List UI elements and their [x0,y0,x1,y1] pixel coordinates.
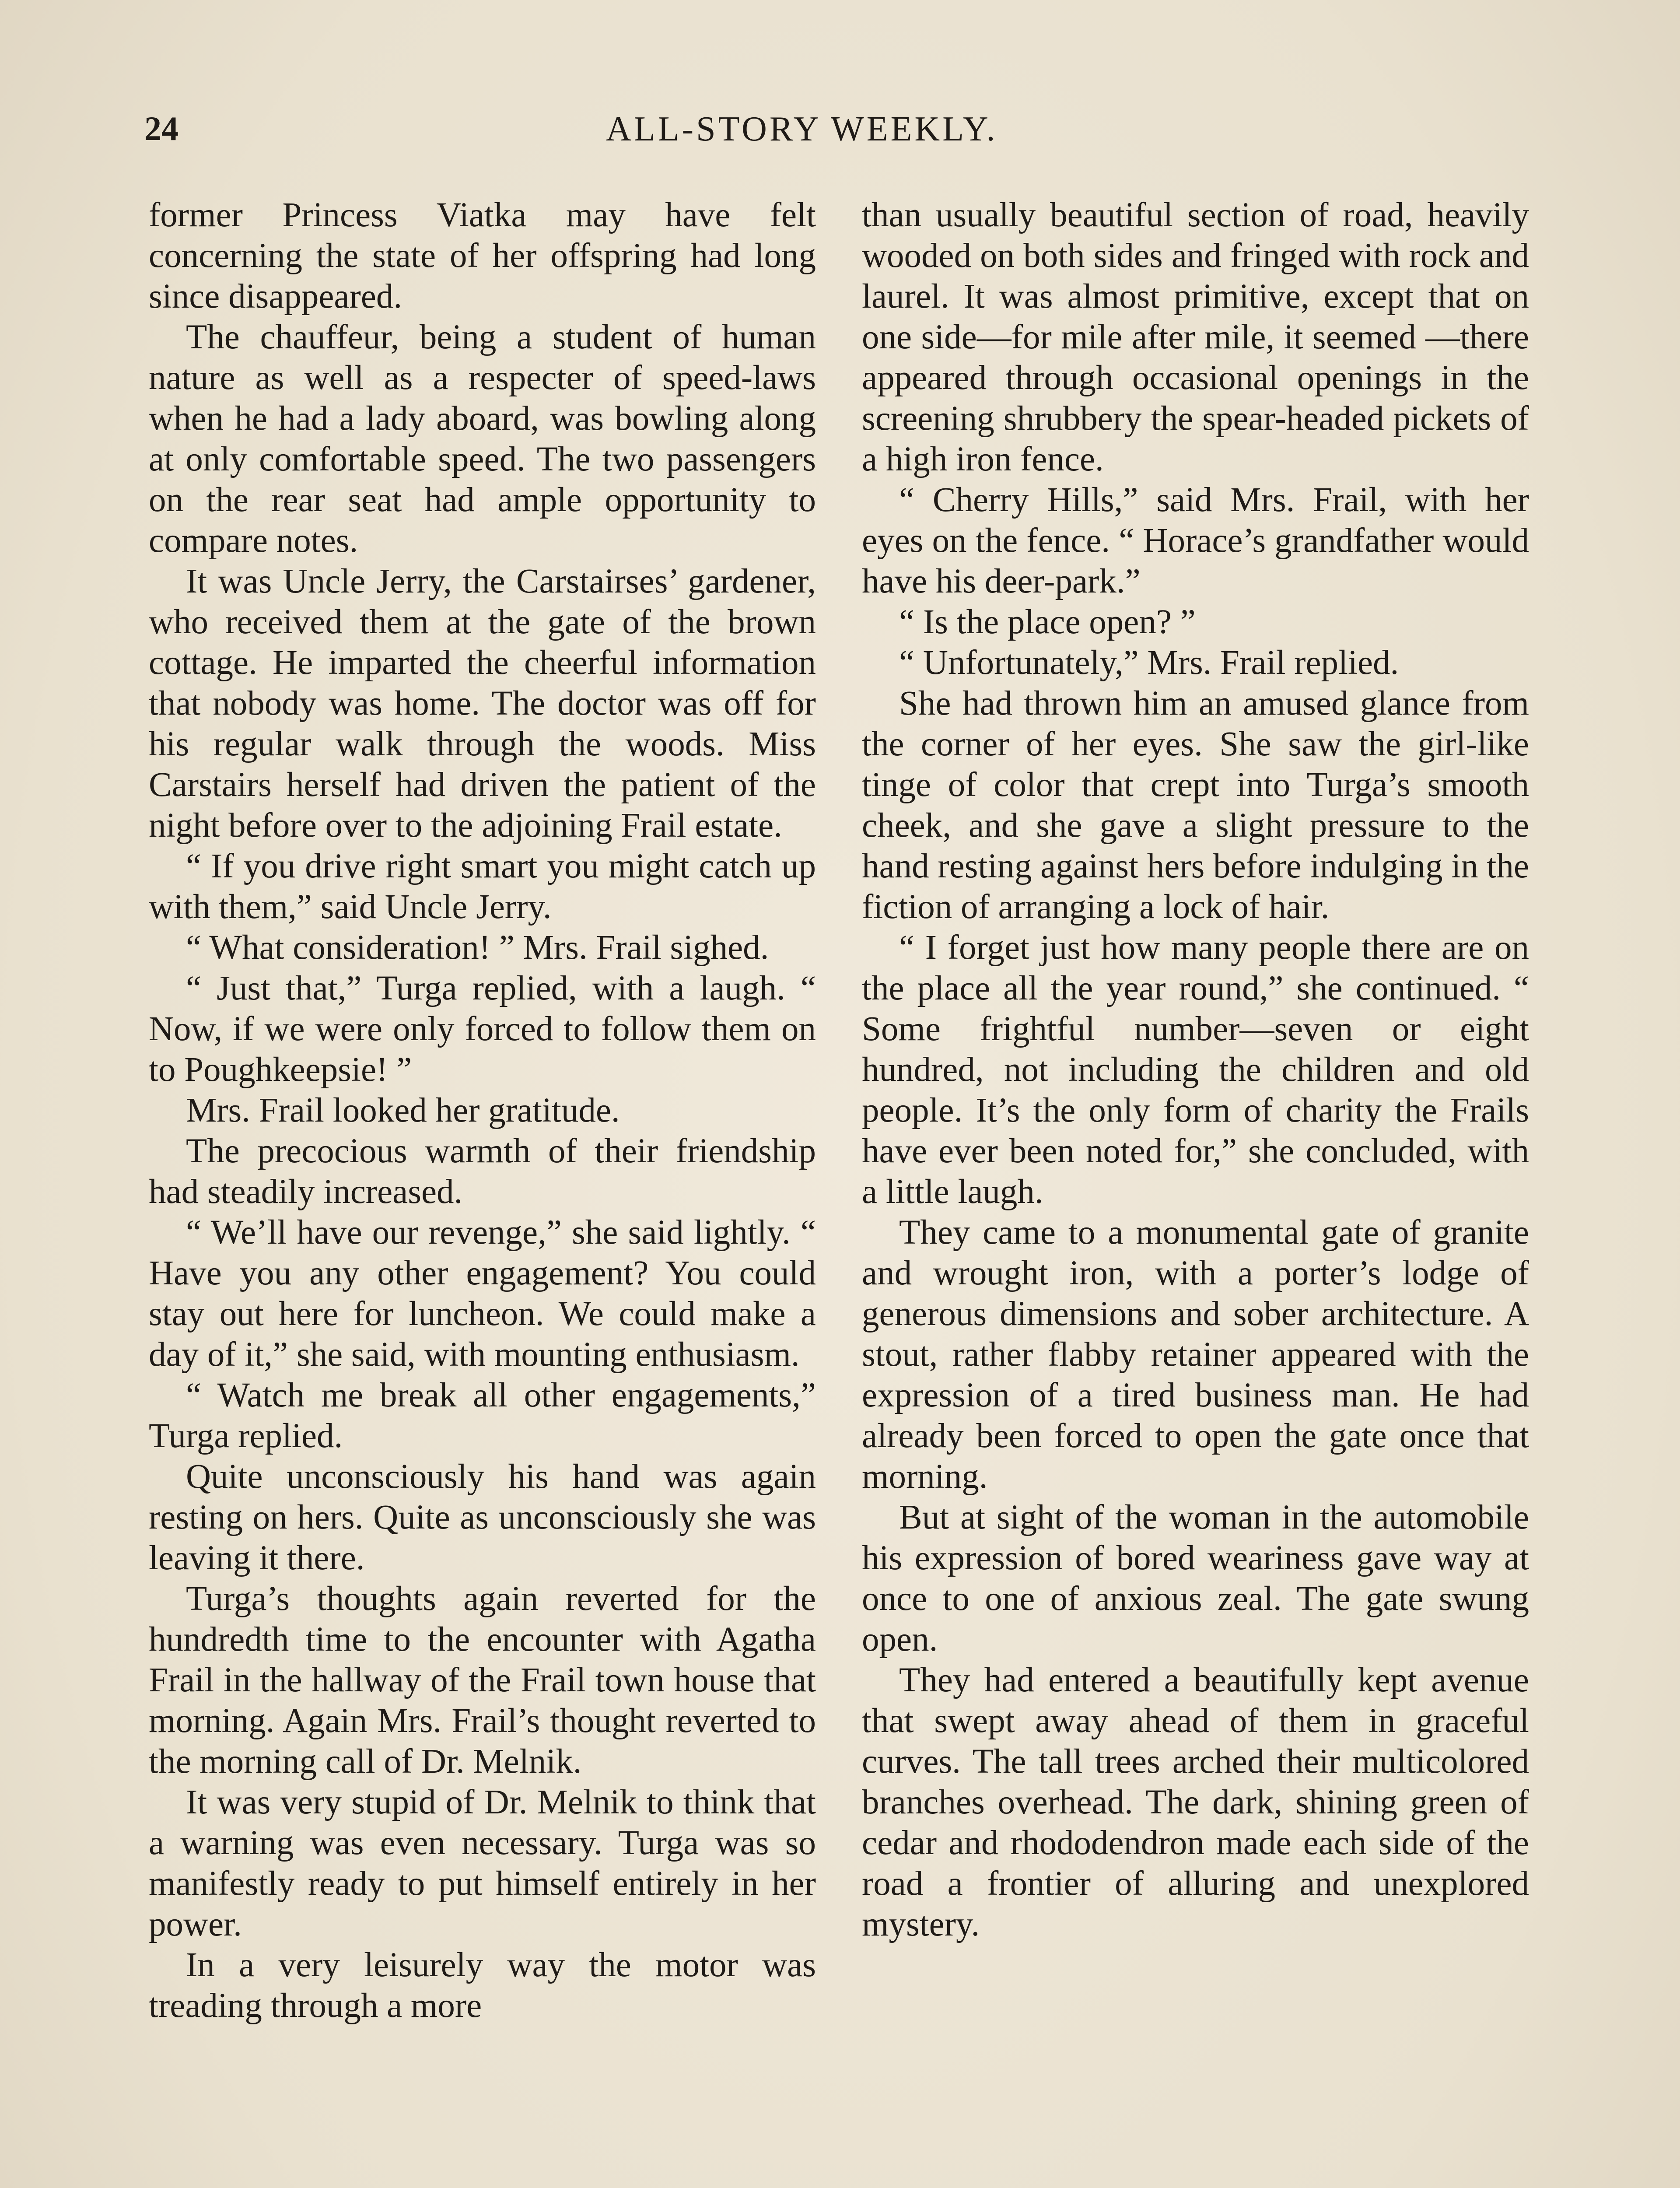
paragraph: “ Watch me break all other engagements,” Turga replied. [149,1376,816,1455]
paragraph: “ Just that,” Turga replied, with a laugh. “ Now, if we were only forced to follow them on to Poughkeepsie! ” [149,969,816,1089]
paragraph: In a very leisurely way the motor was treading through a more [149,1946,816,2025]
paragraph: But at sight of the woman in the automobile his expression of bored weariness gave way at once to one of anxious zeal. The gate swung open. [862,1498,1529,1659]
paragraph: It was Uncle Jerry, the Carstairses’ gardener, who received them at the gate of the brown cottage. He imparted the cheerful information that nobody was home. The doctor was off for his regular walk through the woods. Miss Carstairs herself had driven the patient of the night before over to the adjoining Frail estate. [149,562,816,845]
paragraph: former Princess Viatka may have felt concerning the state of her offspring had long since disappeared. [149,196,816,316]
paragraph: “ If you drive right smart you might catch up with them,” said Uncle Jerry. [149,847,816,926]
paragraph: She had thrown him an amused glance from the corner of her eyes. She saw the girl-like tinge of color that crept into Turga’s smooth cheek, and she gave a slight pressure to the hand resting against hers before indulging in the fiction of arranging a lock of hair. [862,684,1529,926]
paragraph: Turga’s thoughts again reverted for the hundredth time to the encounter with Agatha Frail in the hallway of the Frail town house that morning. Again Mrs. Frail’s thought reverted to the morning call of Dr. Melnik. [149,1580,816,1781]
paragraph: “ Unfortunately,” Mrs. Frail replied. [899,644,1399,682]
paragraph: “ We’ll have our revenge,” she said lightly. “ Have you any other engagement? You could stay out here for luncheon. We could make a day of it,” she said, with mounting enthusiasm. [149,1213,816,1374]
paragraph: It was very stupid of Dr. Melnik to think that a warning was even necessary. Turga was so manifestly ready to put himself entirely in her power. [149,1783,816,1943]
paragraph: Mrs. Frail looked her gratitude. [186,1091,620,1129]
paragraph: They had entered a beautifully kept avenue that swept away ahead of them in graceful curves. The tall trees arched their multicolored branches overhead. The dark, shining green of cedar and rhododendron made each side of the road a frontier of alluring and unexplored mystery. [862,1661,1529,1943]
paragraph: They came to a monumental gate of granite and wrought iron, with a porter’s lodge of generous dimensions and sober architecture. A stout, rather flabby retainer appeared with the expression of a tired business man. He had already been forced to open the gate once that morning. [862,1213,1529,1496]
paragraph: “ What consideration! ” Mrs. Frail sighed. [186,929,769,967]
running-head: ALL-STORY WEEKLY. [606,110,998,148]
paragraph: The precocious warmth of their friendship had steadily increased. [149,1132,816,1211]
right-column [862,195,1529,1945]
paragraph: than usually beautiful section of road, heavily wooded on both sides and fringed with rock and laurel. It was almost primitive, except that on one side—for mile after mile, it seemed —there appeared through occasional openings in the screening shrubbery the spear-headed pickets of a high iron fence. [862,196,1529,478]
paragraph: “ Is the place open? ” [899,603,1196,641]
paragraph: Quite unconsciously his hand was again resting on hers. Quite as unconsciously she was leaving it there. [149,1458,816,1577]
left-column [149,195,816,2026]
paragraph: “ Cherry Hills,” said Mrs. Frail, with her eyes on the fence. “ Horace’s grandfather would have his deer-park.” [862,481,1529,600]
paragraph: The chauffeur, being a student of human nature as well as a respecter of speed-laws when he had a lady aboard, was bowling along at only comfortable speed. The two passengers on the rear seat had ample opportunity to compare notes. [149,318,816,560]
page-number: 24 [144,109,178,147]
paragraph: “ I forget just how many people there are on the place all the year round,” she continued. “ Some frightful number—seven or eight hundred, not including the children and old people. It’s the only form of charity the Frails have ever been noted for,” she concluded, with a little laugh. [862,929,1529,1211]
page-header [144,109,1544,164]
